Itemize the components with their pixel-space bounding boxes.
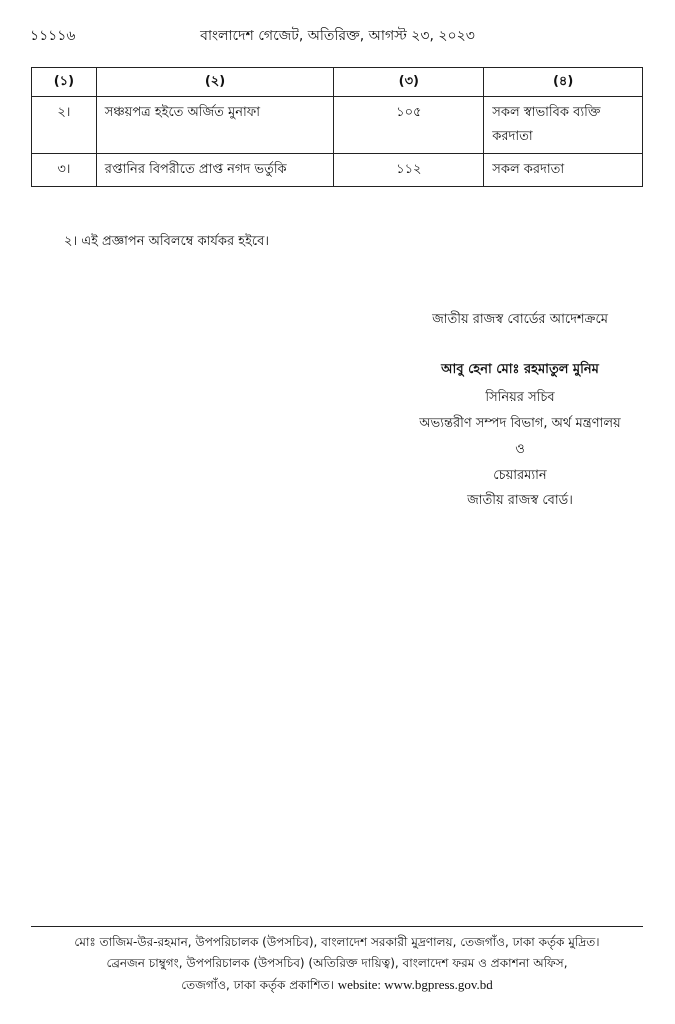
signatory-role: চেয়ারম্যান [493, 468, 547, 483]
serial-cell: ৩। [32, 154, 97, 187]
page-number: ১১১১৬ [30, 28, 76, 44]
imprint-footer [31, 932, 643, 996]
page-header [30, 22, 645, 46]
signatory-designation: সিনিয়র সচিব [485, 390, 555, 405]
table-header-row [32, 68, 643, 97]
table-row [32, 97, 643, 154]
payer-cell: সকল করদাতা [484, 154, 643, 187]
income-cell: সঞ্চয়পত্র হইতে অর্জিত মুনাফা [96, 97, 334, 154]
signatory-name: আবু হেনা মোঃ রহমাতুল মুনিম [441, 362, 599, 377]
column-header: (৪) [484, 68, 643, 97]
footer-line: মোঃ তাজিম-উর-রহমান, উপপরিচালক (উপসচিব), বাংলাদেশ সরকারী মুদ্রণালয়, তেজগাঁও, ঢাকা কর্তৃক মুদ্রিত। [74, 935, 600, 949]
signatory-organization: জাতীয় রাজস্ব বোর্ড। [467, 493, 573, 508]
income-cell: রপ্তানির বিপরীতে প্রাপ্ত নগদ ভর্তুকি [96, 154, 334, 187]
column-header: (১) [32, 68, 97, 97]
column-header: (৩) [334, 68, 484, 97]
payer-cell: সকল স্বাভাবিক ব্যক্তি করদাতা [484, 97, 643, 154]
gazette-table [31, 67, 643, 187]
footer-publisher: তেজগাঁও, ঢাকা কর্তৃক প্রকাশিত। [181, 978, 334, 992]
order-line: জাতীয় রাজস্ব বোর্ডের আদেশক্রমে [432, 312, 608, 327]
signatory-department: অভ্যন্তরীণ সম্পদ বিভাগ, অর্থ মন্ত্রণালয় [419, 416, 621, 431]
signatory-conjunction: ও [515, 442, 525, 457]
code-cell: ১১২ [334, 154, 484, 187]
effective-notice: ২। এই প্রজ্ঞাপন অবিলম্বে কার্যকর হইবে। [64, 234, 269, 249]
footer-divider [31, 926, 643, 927]
footer-line: ব্রেনজন চাম্বুগং, উপপরিচালক (উপসচিব) (অতিরিক্ত দায়িত্ব), বাংলাদেশ ফরম ও প্রকাশনা অফিস, [106, 956, 568, 970]
website-link[interactable]: website: www.bgpress.gov.bd [337, 977, 493, 992]
table-row [32, 154, 643, 187]
column-header: (২) [96, 68, 334, 97]
code-cell: ১০৫ [334, 97, 484, 154]
footer-line [31, 974, 643, 996]
gazette-title: বাংলাদেশ গেজেট, অতিরিক্ত, আগস্ট ২৩, ২০২৩ [200, 28, 475, 44]
serial-cell: ২। [32, 97, 97, 154]
